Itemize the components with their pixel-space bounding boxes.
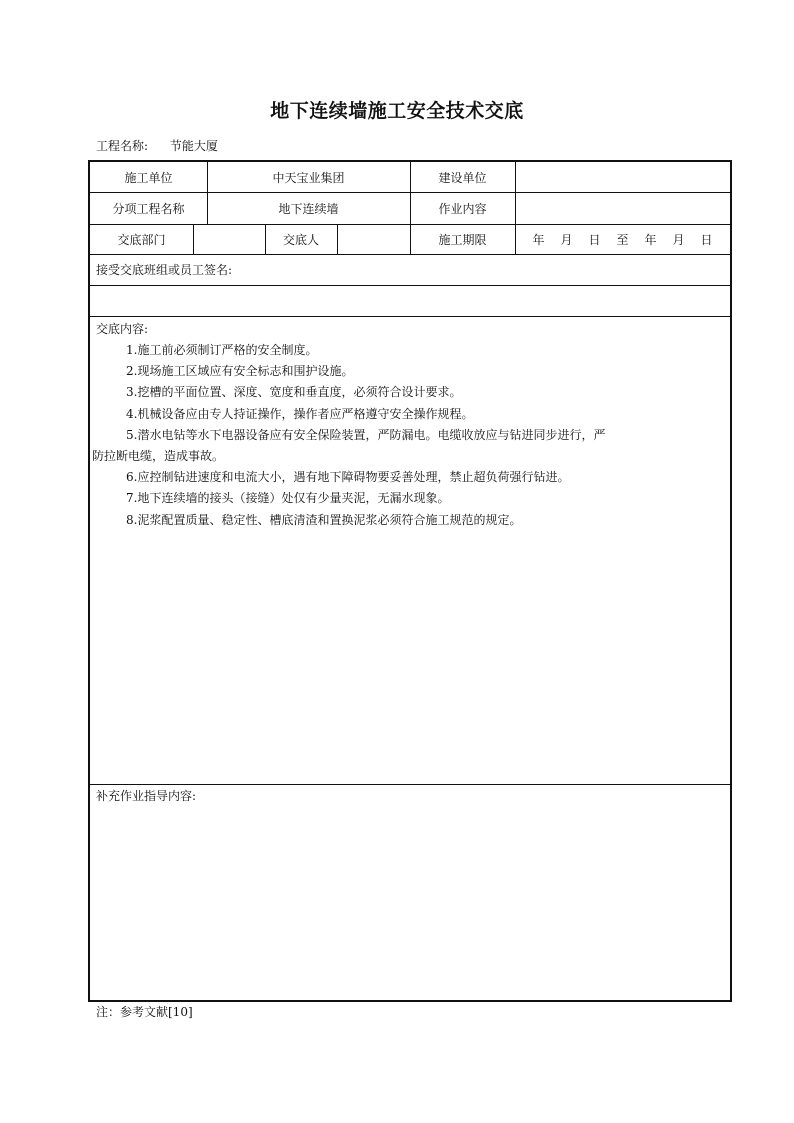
date-month-start: 月 [560,232,573,247]
content-list [90,340,682,531]
date-month-end: 月 [672,232,685,247]
project-name-label: 工程名称: [96,139,149,153]
date-year-start: 年 [532,232,545,247]
content-item: 5.潜水电钻等水下电器设备应有安全保险装置，严防漏电。电缆收放应与钻进同步进行，严 [126,427,606,442]
dept-value[interactable] [193,224,265,254]
row-divider [90,784,730,785]
date-day-end: 日 [700,232,713,247]
sub-project-label: 分项工程名称 [112,201,185,216]
construction-unit-value[interactable]: 中天宝业集团 [272,170,345,185]
period-date-range[interactable] [515,224,730,254]
content-label: 交底内容: [96,322,149,336]
row-divider [90,254,730,255]
content-item-continuation: 防拉断电缆，造成事故。 [92,449,225,464]
developer-value[interactable] [515,162,730,192]
page-title: 地下连续墙施工安全技术交底 [270,100,524,122]
project-name-value: 节能大厦 [169,139,218,153]
row-divider [90,316,730,317]
work-content-label: 作业内容 [438,201,487,216]
work-content-value[interactable] [515,192,730,224]
content-item: 1.施工前必须制订严格的安全制度。 [126,343,318,357]
content-item: 2.现场施工区域应有安全标志和围护设施。 [126,364,354,379]
person-value[interactable] [337,224,410,254]
date-day-start: 日 [588,232,601,247]
content-item: 8.泥浆配置质量、稳定性、槽底清渣和置换泥浆必须符合施工规范的规定。 [126,512,522,527]
signature-label: 接受交底班组或员工签名: [96,263,233,277]
project-name-line [96,137,218,154]
content-item: 3.挖槽的平面位置、深度、宽度和垂直度，必须符合设计要求。 [126,385,462,400]
date-to: 至 [616,232,629,247]
sub-project-value[interactable]: 地下连续墙 [278,201,339,216]
construction-unit-label: 施工单位 [124,170,173,185]
content-item: 4.机械设备应由专人持证操作，操作者应严格遵守安全操作规程。 [126,406,474,421]
dept-label: 交底部门 [117,232,166,247]
period-label: 施工期限 [438,232,487,247]
person-label: 交底人 [282,232,319,247]
supplement-area[interactable] [90,808,730,998]
content-item: 6.应控制钻进速度和电流大小，遇有地下障碍物要妥善处理，禁止超负荷强行钻进。 [126,470,570,485]
signature-area[interactable] [90,285,730,316]
date-year-end: 年 [644,232,657,247]
supplement-label: 补充作业指导内容: [96,789,197,803]
footnote: 注：参考文献[10] [96,1005,193,1019]
disclosure-form [88,160,732,1002]
developer-label: 建设单位 [438,170,487,185]
content-item: 7.地下连续墙的接头（接缝）处仅有少量夹泥，无漏水现象。 [126,491,450,506]
